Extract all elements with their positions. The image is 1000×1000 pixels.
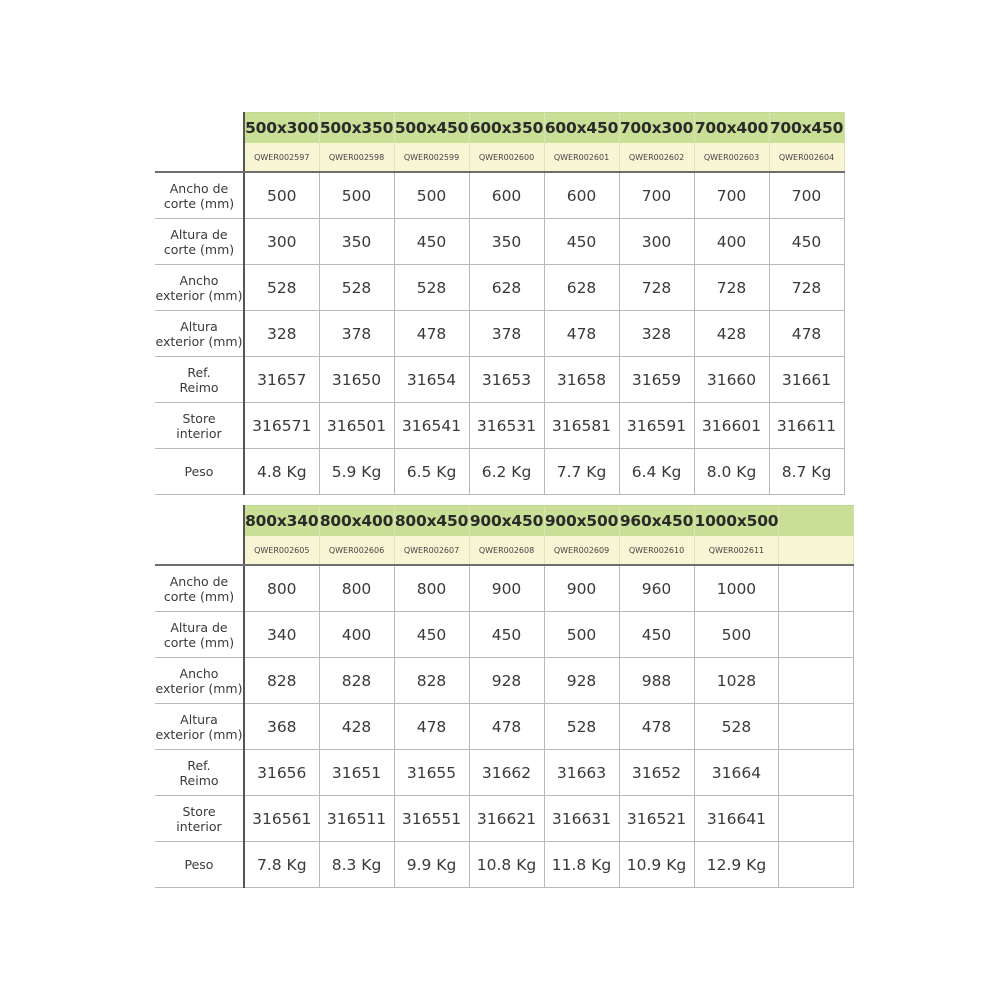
value-cell: [779, 842, 854, 888]
table-2-body: [155, 565, 854, 888]
row-label: [155, 842, 244, 888]
product-code: QWER002599: [394, 143, 469, 172]
product-code: QWER002600: [469, 143, 544, 172]
value-cell: 300: [619, 219, 694, 265]
table-row: [155, 311, 844, 357]
row-label-line: exterior (mm): [155, 726, 243, 742]
corner-cell: [155, 113, 244, 144]
value-cell: 4.8 Kg: [244, 449, 319, 495]
value-cell: 300: [244, 219, 319, 265]
value-cell: 328: [244, 311, 319, 357]
value-cell: 528: [244, 265, 319, 311]
value-cell: 450: [394, 612, 469, 658]
table-row: [155, 219, 844, 265]
spec-table-2: [155, 505, 854, 888]
row-label: [155, 565, 244, 612]
value-cell: [779, 658, 854, 704]
value-cell: 8.3 Kg: [319, 842, 394, 888]
row-label-line: Altura de: [170, 226, 228, 242]
value-cell: 6.4 Kg: [619, 449, 694, 495]
value-cell: 500: [244, 172, 319, 219]
value-cell: 316521: [619, 796, 694, 842]
corner-cell: [155, 506, 244, 537]
value-cell: 10.8 Kg: [469, 842, 544, 888]
value-cell: 316551: [394, 796, 469, 842]
value-cell: 316601: [694, 403, 769, 449]
value-cell: 900: [469, 565, 544, 612]
value-cell: 31664: [694, 750, 779, 796]
value-cell: 450: [394, 219, 469, 265]
value-cell: 7.8 Kg: [244, 842, 319, 888]
value-cell: 728: [694, 265, 769, 311]
row-label-line: Peso: [184, 857, 214, 872]
value-cell: 316571: [244, 403, 319, 449]
value-cell: 400: [319, 612, 394, 658]
value-cell: 988: [619, 658, 694, 704]
value-cell: 368: [244, 704, 319, 750]
value-cell: 31655: [394, 750, 469, 796]
row-label: [155, 403, 244, 449]
row-label: [155, 658, 244, 704]
product-code: QWER002605: [244, 536, 319, 565]
value-cell: 600: [544, 172, 619, 219]
value-cell: 31657: [244, 357, 319, 403]
value-cell: 800: [319, 565, 394, 612]
row-label-line: corte (mm): [163, 241, 235, 257]
code-row: [155, 536, 854, 565]
row-label: [155, 449, 244, 495]
value-cell: 628: [469, 265, 544, 311]
row-label: [155, 704, 244, 750]
row-label-line: Store: [182, 410, 216, 426]
value-cell: [779, 565, 854, 612]
value-cell: 9.9 Kg: [394, 842, 469, 888]
product-code: QWER002601: [544, 143, 619, 172]
value-cell: 31662: [469, 750, 544, 796]
row-label-line: Peso: [184, 464, 214, 479]
size-header: 800x400: [319, 506, 394, 537]
product-code: [779, 536, 854, 565]
product-code: QWER002597: [244, 143, 319, 172]
value-cell: 7.7 Kg: [544, 449, 619, 495]
row-label: [155, 612, 244, 658]
size-header: 600x450: [544, 113, 619, 144]
value-cell: 428: [694, 311, 769, 357]
table-row: [155, 612, 854, 658]
value-cell: 500: [694, 612, 779, 658]
table-row: [155, 842, 854, 888]
value-cell: 1028: [694, 658, 779, 704]
row-label-line: Ancho: [179, 665, 219, 681]
value-cell: 728: [619, 265, 694, 311]
value-cell: 828: [394, 658, 469, 704]
value-cell: 316581: [544, 403, 619, 449]
value-cell: 478: [394, 704, 469, 750]
value-cell: 350: [319, 219, 394, 265]
table-row: [155, 796, 854, 842]
value-cell: [779, 612, 854, 658]
row-label-line: Ancho de: [169, 180, 229, 196]
size-header-row: [155, 113, 844, 144]
value-cell: 31650: [319, 357, 394, 403]
product-code: QWER002608: [469, 536, 544, 565]
product-code: QWER002607: [394, 536, 469, 565]
value-cell: 450: [469, 612, 544, 658]
value-cell: 478: [469, 704, 544, 750]
row-label-line: Store: [182, 803, 216, 819]
value-cell: 600: [469, 172, 544, 219]
size-header: 700x400: [694, 113, 769, 144]
product-code: QWER002606: [319, 536, 394, 565]
table-row: [155, 658, 854, 704]
size-header: 500x350: [319, 113, 394, 144]
value-cell: 500: [544, 612, 619, 658]
corner-cell: [155, 536, 244, 565]
value-cell: 928: [544, 658, 619, 704]
value-cell: 428: [319, 704, 394, 750]
value-cell: 478: [544, 311, 619, 357]
size-header: 700x300: [619, 113, 694, 144]
value-cell: 31653: [469, 357, 544, 403]
value-cell: 316541: [394, 403, 469, 449]
size-header: 800x340: [244, 506, 319, 537]
value-cell: 31651: [319, 750, 394, 796]
row-label-line: Altura: [180, 318, 218, 334]
row-label: [155, 311, 244, 357]
row-label-line: Ref.: [187, 364, 211, 380]
value-cell: 316511: [319, 796, 394, 842]
size-header-row: [155, 506, 854, 537]
product-code: QWER002604: [769, 143, 844, 172]
row-label: [155, 172, 244, 219]
row-label-line: interior: [176, 425, 222, 441]
row-label-line: interior: [176, 818, 222, 834]
value-cell: 728: [769, 265, 844, 311]
row-label-line: Altura de: [170, 619, 228, 635]
row-label-line: Ancho de: [169, 573, 229, 589]
value-cell: 328: [619, 311, 694, 357]
spec-table-1: [155, 112, 845, 495]
code-row: [155, 143, 844, 172]
value-cell: 478: [619, 704, 694, 750]
size-header: 1000x500: [694, 506, 779, 537]
size-header: 900x500: [544, 506, 619, 537]
value-cell: 528: [319, 265, 394, 311]
table-row: [155, 357, 844, 403]
value-cell: 450: [769, 219, 844, 265]
product-code: QWER002611: [694, 536, 779, 565]
size-header: 900x450: [469, 506, 544, 537]
size-header: 500x300: [244, 113, 319, 144]
value-cell: 500: [319, 172, 394, 219]
row-label-line: Reimo: [179, 379, 219, 395]
table-row: [155, 265, 844, 311]
value-cell: 350: [469, 219, 544, 265]
row-label-line: exterior (mm): [155, 680, 243, 696]
value-cell: 6.5 Kg: [394, 449, 469, 495]
value-cell: 378: [319, 311, 394, 357]
value-cell: 960: [619, 565, 694, 612]
value-cell: 450: [544, 219, 619, 265]
row-label-line: corte (mm): [163, 634, 235, 650]
value-cell: 5.9 Kg: [319, 449, 394, 495]
table-row: [155, 449, 844, 495]
value-cell: 31660: [694, 357, 769, 403]
table-row: [155, 172, 844, 219]
value-cell: 700: [769, 172, 844, 219]
value-cell: 800: [394, 565, 469, 612]
value-cell: 316591: [619, 403, 694, 449]
value-cell: 12.9 Kg: [694, 842, 779, 888]
row-label: [155, 750, 244, 796]
value-cell: 31658: [544, 357, 619, 403]
size-header: 600x350: [469, 113, 544, 144]
value-cell: 316631: [544, 796, 619, 842]
table-row: [155, 750, 854, 796]
row-label: [155, 219, 244, 265]
value-cell: 928: [469, 658, 544, 704]
row-label: [155, 357, 244, 403]
value-cell: 316641: [694, 796, 779, 842]
size-header: 700x450: [769, 113, 844, 144]
value-cell: 528: [394, 265, 469, 311]
product-code: QWER002598: [319, 143, 394, 172]
row-label-line: exterior (mm): [155, 287, 243, 303]
value-cell: 10.9 Kg: [619, 842, 694, 888]
row-label-line: Reimo: [179, 772, 219, 788]
value-cell: 400: [694, 219, 769, 265]
table-row: [155, 403, 844, 449]
product-code: QWER002602: [619, 143, 694, 172]
value-cell: 31661: [769, 357, 844, 403]
value-cell: 528: [694, 704, 779, 750]
value-cell: 316501: [319, 403, 394, 449]
value-cell: 700: [619, 172, 694, 219]
value-cell: 828: [319, 658, 394, 704]
value-cell: 6.2 Kg: [469, 449, 544, 495]
value-cell: 900: [544, 565, 619, 612]
value-cell: 500: [394, 172, 469, 219]
value-cell: [779, 704, 854, 750]
row-label-line: corte (mm): [163, 195, 235, 211]
row-label-line: Altura: [180, 711, 218, 727]
value-cell: 700: [694, 172, 769, 219]
table-1-body: [155, 172, 844, 495]
row-label: [155, 796, 244, 842]
value-cell: 8.7 Kg: [769, 449, 844, 495]
product-code: QWER002603: [694, 143, 769, 172]
value-cell: 316621: [469, 796, 544, 842]
corner-cell: [155, 143, 244, 172]
value-cell: 1000: [694, 565, 779, 612]
table-row: [155, 704, 854, 750]
value-cell: 31659: [619, 357, 694, 403]
value-cell: 31663: [544, 750, 619, 796]
value-cell: 340: [244, 612, 319, 658]
value-cell: 8.0 Kg: [694, 449, 769, 495]
row-label-line: exterior (mm): [155, 333, 243, 349]
product-code: QWER002610: [619, 536, 694, 565]
value-cell: [779, 796, 854, 842]
value-cell: 800: [244, 565, 319, 612]
size-header: 500x450: [394, 113, 469, 144]
value-cell: 316611: [769, 403, 844, 449]
value-cell: 31654: [394, 357, 469, 403]
table-row: [155, 565, 854, 612]
value-cell: 31652: [619, 750, 694, 796]
product-code: QWER002609: [544, 536, 619, 565]
value-cell: 828: [244, 658, 319, 704]
row-label: [155, 265, 244, 311]
value-cell: 11.8 Kg: [544, 842, 619, 888]
size-header: 800x450: [394, 506, 469, 537]
value-cell: 478: [394, 311, 469, 357]
value-cell: 316531: [469, 403, 544, 449]
row-label-line: Ref.: [187, 757, 211, 773]
value-cell: 378: [469, 311, 544, 357]
value-cell: 316561: [244, 796, 319, 842]
value-cell: 528: [544, 704, 619, 750]
row-label-line: corte (mm): [163, 588, 235, 604]
value-cell: 478: [769, 311, 844, 357]
value-cell: [779, 750, 854, 796]
row-label-line: Ancho: [179, 272, 219, 288]
value-cell: 31656: [244, 750, 319, 796]
value-cell: 628: [544, 265, 619, 311]
value-cell: 450: [619, 612, 694, 658]
size-header: 960x450: [619, 506, 694, 537]
size-header: [779, 506, 854, 537]
